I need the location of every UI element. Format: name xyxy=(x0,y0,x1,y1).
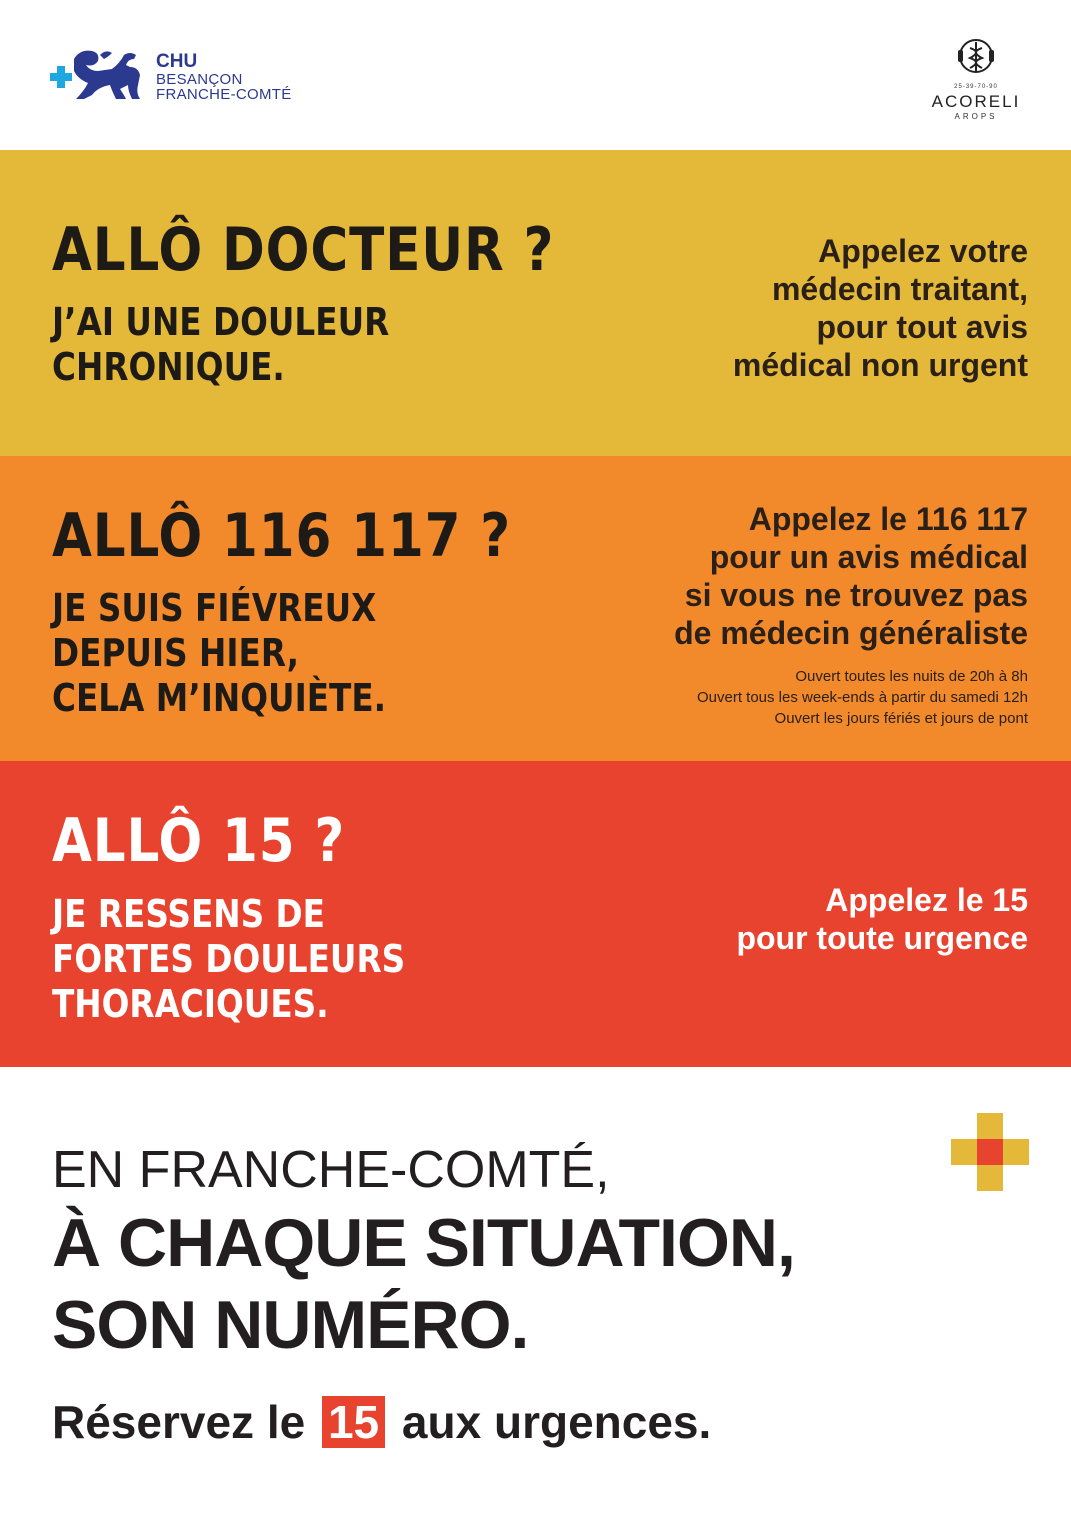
caduceus-emblem-icon xyxy=(954,34,998,82)
chu-label: CHU xyxy=(156,51,198,72)
opening-hours xyxy=(697,666,1028,729)
footer-region: EN FRANCHE-COMTÉ, xyxy=(52,1141,610,1199)
band-advice: Appelez votre médecin traitant, pour tout avis médical non urgent xyxy=(732,233,1028,383)
band-situation: JE SUIS FIÉVREUX DEPUIS HIER, CELA M’INQUIÈTE. xyxy=(52,586,387,720)
band-advice: Appelez le 116 117 pour un avis médical si vous ne trouvez pas de médecin généraliste xyxy=(674,501,1028,651)
emergency-number-badge: 15 xyxy=(322,1396,385,1448)
footer-headline: À CHAQUE SITUATION, SON NUMÉRO. xyxy=(52,1205,795,1363)
band-situation: JE RESSENS DE FORTES DOULEURS THORACIQUES. xyxy=(52,892,406,1026)
header xyxy=(0,0,1071,150)
acoreli-name: ACORELI xyxy=(931,92,1021,111)
chu-city: BESANÇON xyxy=(156,71,243,88)
band-docteur xyxy=(0,150,1071,456)
chu-region: FRANCHE-COMTÉ xyxy=(156,86,292,103)
hours-line: Ouvert les jours fériés et jours de pont xyxy=(774,710,1028,727)
tagline-before: Réservez le xyxy=(52,1396,306,1448)
hours-line: Ouvert tous les week-ends à partir du samedi 12h xyxy=(696,689,1028,706)
medical-cross-icon xyxy=(951,1113,1029,1191)
band-situation: J’AI UNE DOULEUR CHRONIQUE. xyxy=(52,300,390,389)
band-15 xyxy=(0,761,1071,1067)
acoreli-sub: AROPS xyxy=(954,112,998,121)
tagline-after: aux urgences. xyxy=(401,1396,712,1448)
acoreli-logo xyxy=(921,34,1031,121)
band-advice: Appelez le 15 pour toute urgence xyxy=(736,882,1028,956)
band-title: ALLÔ 15 ? xyxy=(52,806,346,876)
band-title: ALLÔ DOCTEUR ? xyxy=(52,215,555,285)
acoreli-codes: 25-39-70-90 xyxy=(954,84,998,90)
chu-lion-logo-icon xyxy=(50,45,150,103)
chu-name xyxy=(156,52,292,102)
band-title: ALLÔ 116 117 ? xyxy=(52,501,512,571)
hours-line: Ouvert toutes les nuits de 20h à 8h xyxy=(795,668,1028,685)
footer-tagline xyxy=(52,1395,711,1449)
band-116117 xyxy=(0,456,1071,761)
